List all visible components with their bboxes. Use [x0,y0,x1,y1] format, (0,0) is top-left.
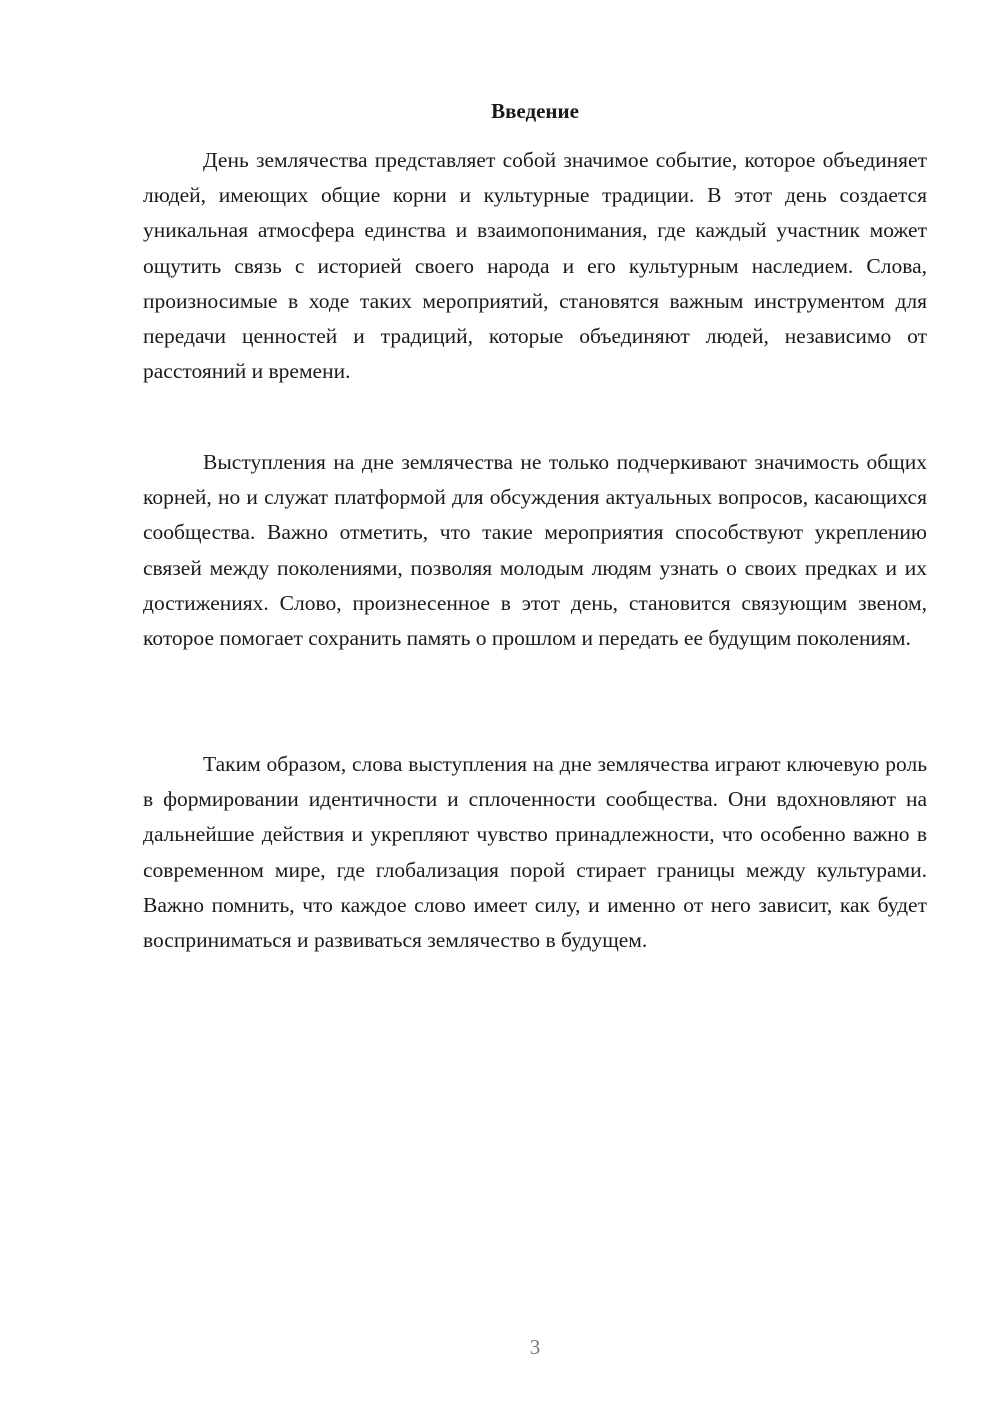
section-title: Введение [491,99,579,123]
paragraph-3: Таким образом, слова выступления на дне землячества играют ключевую роль в формировании идентичности и сплоченности сообщества. Они вдохновляют на дальнейшие действия и укрепляют чувство принадлежности, что особенно важно в современном мире, где глобализация порой стирает границы между культурами. Важно помнить, что каждое слово имеет силу, и именно от него зависит, как будет восприниматься и развиваться землячество в будущем. [143,752,927,953]
page-number: 3 [529,1335,541,1359]
paragraph-2: Выступления на дне землячества не только подчеркивают значимость общих корней, но и служат платформой для обсуждения актуальных вопросов, касающихся сообщества. Важно отметить, что такие мероприятия способствуют укреплению связей между поколениями, позволяя молодым людям узнать о своих предках и их достижениях. Слово, произнесенное в этот день, становится связующим звеном, которое помогает сохранить память о прошлом и передать ее будущим поколениям. [143,450,927,651]
paragraph-1: День землячества представляет собой значимое событие, которое объединяет людей, имеющих общие корни и культурные традиции. В этот день создается уникальная атмосфера единства и взаимопонимания, где каждый участник может ощутить связь с историей своего народа и его культурным наследием. Слова, произносимые в ходе таких мероприятий, становятся важным инструментом для передачи ценностей и традиций, которые объединяют людей, независимо от расстояний и времени. [143,148,927,384]
